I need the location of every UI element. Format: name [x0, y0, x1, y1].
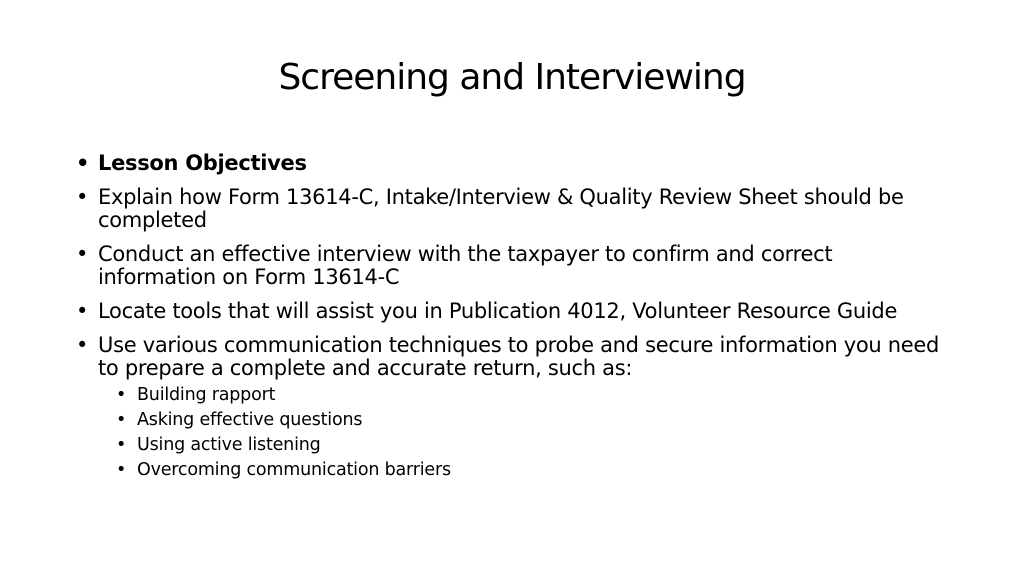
bullet-communication-techniques-text: Use various communication techniques to probe and secure information you need to prepare a complete and accurate return, such as:	[98, 333, 940, 380]
bullet-effective-interview: • Conduct an effective interview with the taxpayer to confirm and correct information on Form 13614-C	[76, 243, 946, 289]
bullet-lesson-objectives: • Lesson Objectives	[76, 152, 946, 175]
sub-bullet-asking-questions: • Asking effective questions	[116, 408, 946, 433]
sub-bullet-communication-barriers: • Overcoming communication barriers	[116, 458, 946, 483]
bullet-list	[76, 152, 946, 494]
slide-title: Screening and Interviewing	[278, 57, 746, 98]
bullet-publication-4012: • Locate tools that will assist you in Publication 4012, Volunteer Resource Guide	[76, 300, 946, 323]
sub-bullet-active-listening: • Using active listening	[116, 433, 946, 458]
sub-bullet-list	[116, 383, 946, 483]
sub-bullet-building-rapport: • Building rapport	[116, 383, 946, 408]
bullet-form-13614c: • Explain how Form 13614-C, Intake/Interview & Quality Review Sheet should be completed	[76, 186, 946, 232]
bullet-communication-techniques	[76, 334, 946, 483]
